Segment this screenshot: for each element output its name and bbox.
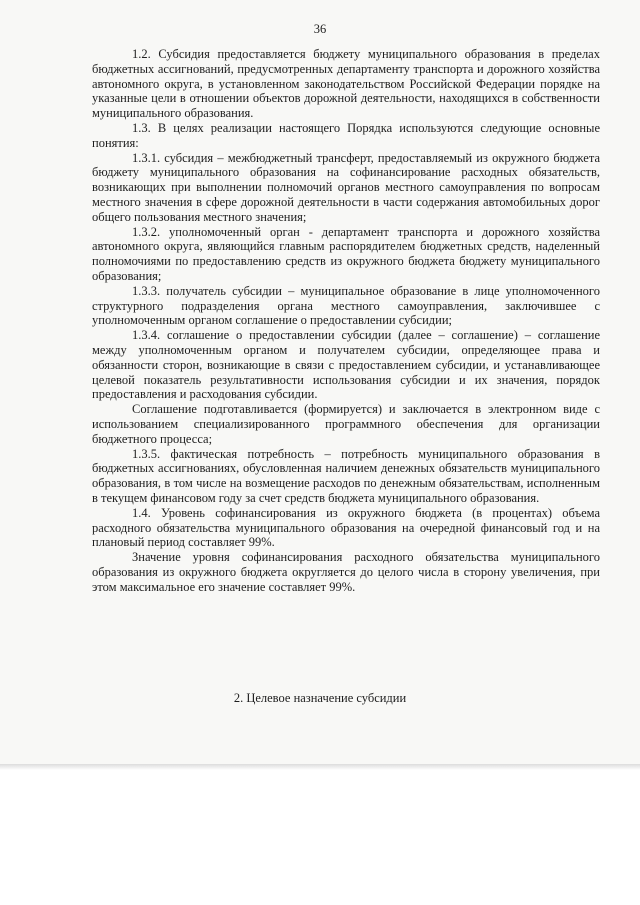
paragraph-1-3-4: 1.3.4. соглашение о предоставлении субсидии (далее – соглашение) – соглашение между уполномоченным органом и получателем субсидии, определяющее права и обязанности сторон, возникающие в связи с предоставлением субсидии, и устанавливающее целевой показатель результативности использования субсидии и их значения, порядок предоставления и расходования субсидии. bbox=[92, 328, 600, 402]
paragraph-1-4: 1.4. Уровень софинансирования из окружного бюджета (в процентах) объема расходного обязательства муниципального образования на очередной финансовый год и на плановый период составляет 99%. bbox=[92, 505, 600, 550]
paragraph-1-3-5: 1.3.5. фактическая потребность – потребность муниципального образования в бюджетных ассигнованиях, обусловленная наличием денежных обязательств муниципального образования, в том числе на возмещение расходов по денежным обязательствам, исполненным в текущем финансовом году за счет средств бюджета муниципального образования. bbox=[92, 446, 600, 505]
paragraph-agreement: Соглашение подготавливается (формируется) и заключается в электронном виде с использованием специализированного программного обеспечения для организации бюджетного процесса; bbox=[92, 402, 600, 446]
paragraph-1-3-2: 1.3.2. уполномоченный орган - департамент транспорта и дорожного хозяйства автономного округа, являющийся главным распорядителем бюджетных средств, наделенный полномочиями по предоставлению средств из окружного бюджета бюджету муниципального образования; bbox=[92, 224, 600, 283]
sheet-edge bbox=[0, 764, 640, 770]
paragraph-1-3: 1.3. В целях реализации настоящего Порядка используются следующие основные понятия: bbox=[92, 120, 600, 150]
paragraph-1-3-3: 1.3.3. получатель субсидии – муниципальное образование в лице уполномоченного структурного подразделения органа местного самоуправления, заключившее с уполномоченным органом соглашение о предоставлении субсидии; bbox=[92, 283, 600, 328]
paragraph-1-2: 1.2. Субсидия предоставляется бюджету муниципального образования в пределах бюджетных ассигнований, предусмотренных департаменту транспорта и дорожного хозяйства автономного округа, в установленном законодательством Российской Федерации порядке на указанные цели в отношении объектов дорожной деятельности, находящихся в собственности муниципального образования. bbox=[92, 47, 600, 121]
section-heading: 2. Целевое назначение субсидии bbox=[233, 691, 407, 705]
body-text bbox=[92, 47, 600, 594]
paragraph-1-3-1: 1.3.1. субсидия – межбюджетный трансферт, предоставляемый из окружного бюджета бюджету муниципального образования на софинансирование расходных обязательств, возникающих при выполнении полномочий органов местного самоуправления по вопросам местного значения в сфере дорожной деятельности в части содержания автомобильных дорог общего пользования местного значения; bbox=[92, 150, 600, 224]
paragraph-cofinancing-value: Значение уровня софинансирования расходного обязательства муниципального образования из окружного бюджета округляется до целого числа в сторону увеличения, при этом максимальное его значение составляет 99%. bbox=[92, 550, 600, 594]
page-number: 36 bbox=[313, 22, 327, 36]
